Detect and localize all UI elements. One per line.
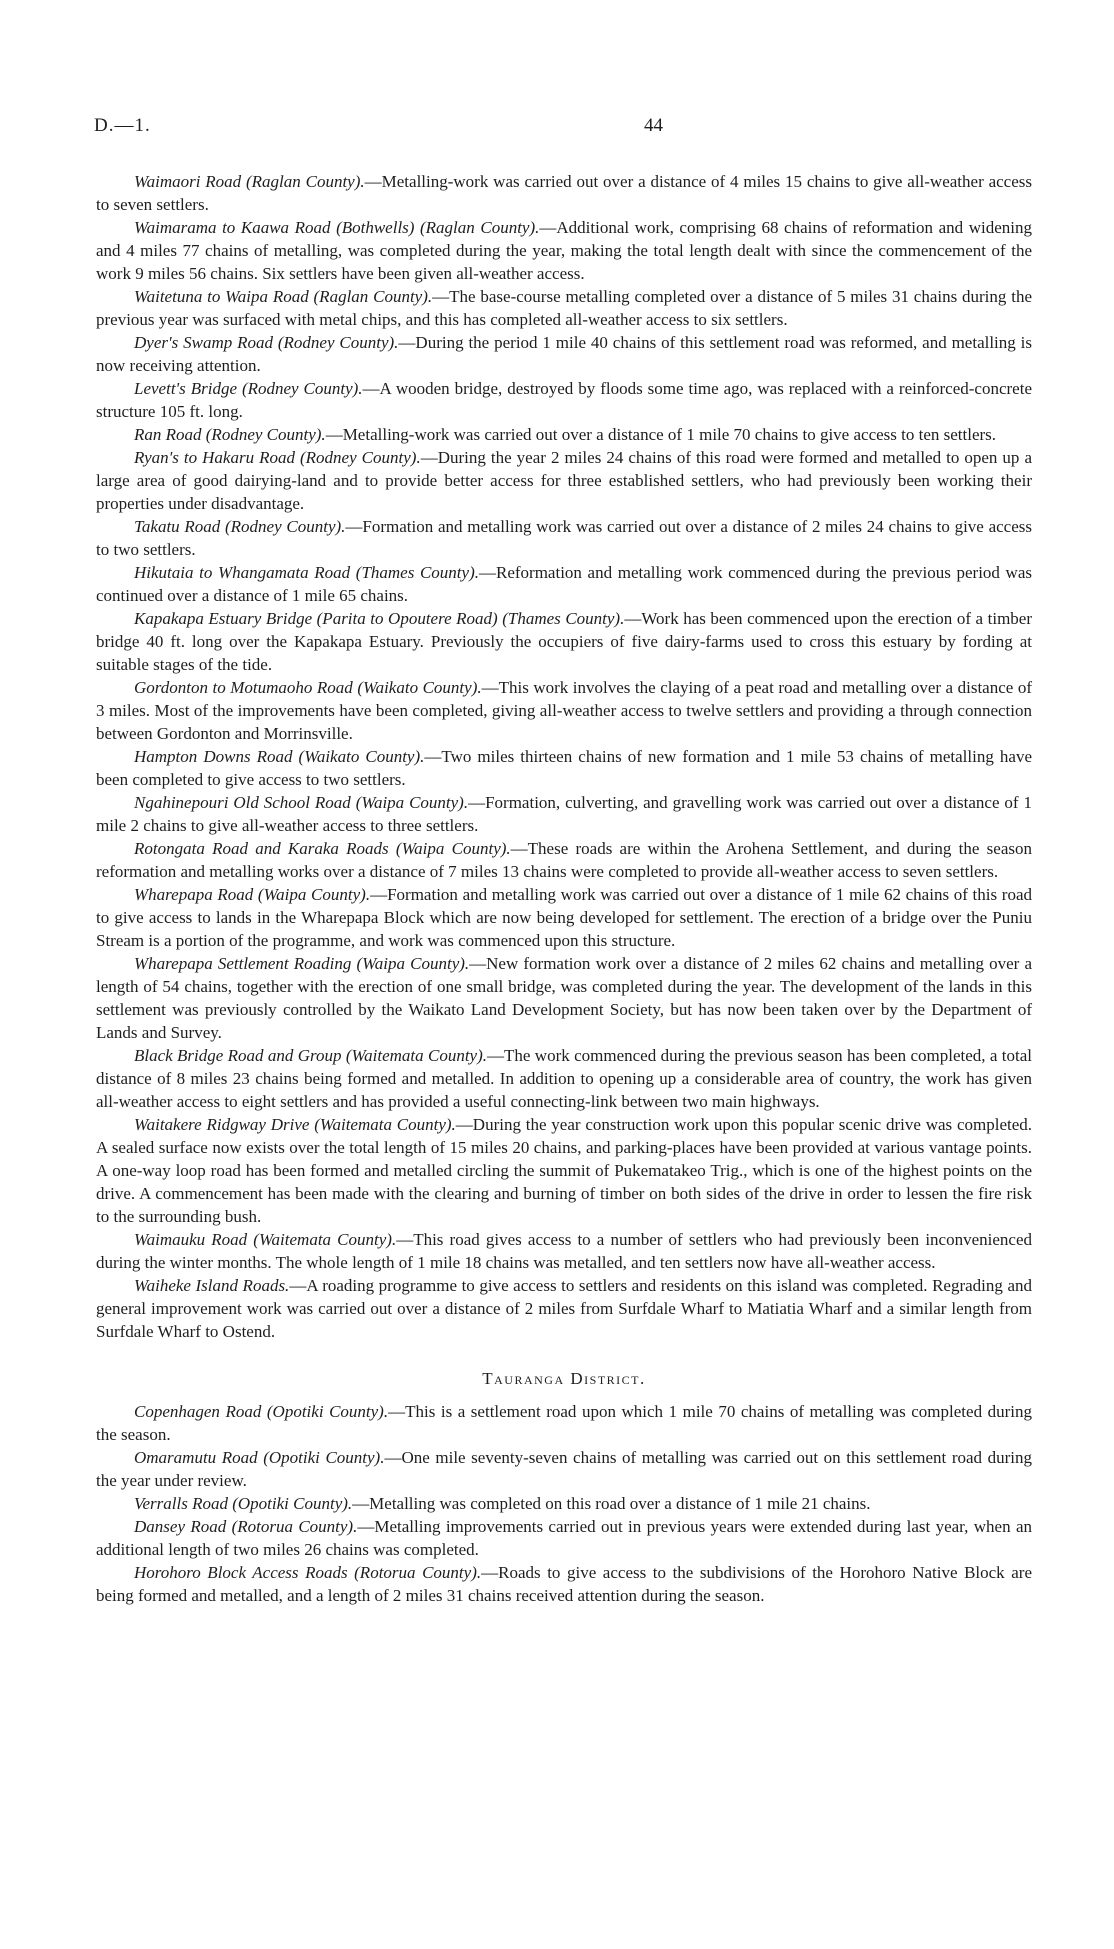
paragraph [96, 1561, 1032, 1607]
paragraph-text: —Work has been commenced upon the erection of a timber bridge 40 ft. long over the Kapakapa Estuary. Previously the occupiers of five dairy-farms used to cross this estuary by fording at suitable stages of the tide. [96, 609, 1033, 674]
paragraph [96, 1492, 1032, 1515]
paragraph-text: —Roads to give access to the subdivisions of the Horohoro Native Block are being formed and metalled, and a length of 2 miles 31 chains received attention during the season. [96, 1563, 1033, 1605]
paragraph-heading: Takatu Road (Rodney County). [134, 517, 346, 536]
paragraph-heading: Copenhagen Road (Opotiki County). [134, 1402, 389, 1421]
paragraph-heading: Waimauku Road (Waitemata County). [134, 1230, 397, 1249]
paragraph-text: —Metalling-work was carried out over a distance of 4 miles 15 chains to give all-weather access to seven settlers. [96, 172, 1032, 214]
paragraph [96, 883, 1032, 952]
paragraph [96, 676, 1032, 745]
paragraph [96, 561, 1032, 607]
paragraph [96, 1515, 1032, 1561]
paragraph-heading: Kapakapa Estuary Bridge (Parita to Opoutere Road) (Thames County). [134, 609, 625, 628]
paragraph-heading: Verralls Road (Opotiki County). [134, 1494, 353, 1513]
paragraph-text: —During the year construction work upon this popular scenic drive was completed. A sealed surface now exists over the total length of 15 miles 20 chains, and parking-places have been provided at various vantage points. A one-way loop road has been formed and metalled circling the summit of Pukematakeo Trig., which is one of the highest points on the drive. A commencement has been made with the clearing and burning of timber on both sides of the drive in order to lessen the fire risk to the surrounding bush. [96, 1115, 1033, 1226]
paragraph [96, 837, 1032, 883]
paragraph [96, 1228, 1032, 1274]
paragraph [96, 1113, 1032, 1228]
paragraph-heading: Wharepapa Settlement Roading (Waipa County). [134, 954, 470, 973]
paragraph-heading: Ryan's to Hakaru Road (Rodney County). [134, 448, 421, 467]
paragraph-text: —A roading programme to give access to settlers and residents on this island was completed. Regrading and general improvement work was carried out over a distance of 2 miles from Surfdale Wharf to Matiatia Wharf and a similar length from Surfdale Wharf to Ostend. [96, 1276, 1032, 1341]
paragraph-text: —A wooden bridge, destroyed by floods some time ago, was replaced with a reinforced-concrete structure 105 ft. long. [96, 379, 1032, 421]
paragraph-text: —The work commenced during the previous season has been completed, a total distance of 8 miles 23 chains being formed and metalled. In addition to opening up a considerable area of country, the work has given all-weather access to eight settlers and has provided a useful connecting-link between two main highways. [96, 1046, 1032, 1111]
paragraph-text: —Formation, culverting, and gravelling work was carried out over a distance of 1 mile 2 chains to give all-weather access to three settlers. [96, 793, 1032, 835]
paragraph [96, 1044, 1032, 1113]
paragraph-text: —The base-course metalling completed over a distance of 5 miles 31 chains during the previous year was surfaced with metal chips, and this has completed all-weather access to six settlers. [96, 287, 1032, 329]
paragraph-text: —Metalling improvements carried out in previous years were extended during last year, when an additional length of two miles 26 chains was completed. [96, 1517, 1032, 1559]
paragraph [96, 515, 1032, 561]
paragraph [96, 1274, 1032, 1343]
section-heading: Tauranga District. [482, 1369, 646, 1388]
page-header [94, 115, 1034, 145]
paragraph-text: —These roads are within the Arohena Settlement, and during the season reformation and metalling works over a distance of 7 miles 13 chains were completed to provide all-weather access to seven settlers. [96, 839, 1032, 881]
paragraph [96, 423, 1032, 446]
paragraph-text: —This work involves the claying of a peat road and metalling over a distance of 3 miles. Most of the improvements have been completed, giving all-weather access to twelve settlers and providing a through connection between Gordonton and Morrinsville. [96, 678, 1032, 743]
paragraph-text: —This road gives access to a number of settlers who had previously been inconvenienced during the winter months. The whole length of 1 mile 18 chains was metalled, and ten settlers now have all-weather access. [96, 1230, 1032, 1272]
paragraph-text: —Formation and metalling work was carried out over a distance of 2 miles 24 chains to give access to two settlers. [96, 517, 1033, 559]
paragraph [96, 216, 1032, 285]
paragraph [96, 377, 1032, 423]
paragraph [96, 745, 1032, 791]
paragraph-text: —Formation and metalling work was carried out over a distance of 1 mile 62 chains of this road to give access to lands in the Wharepapa Block which are now being developed for settlement. The erection of a bridge over the Puniu Stream is a portion of the programme, and work was commenced upon this structure. [96, 885, 1032, 950]
paragraph-heading: Hikutaia to Whangamata Road (Thames County). [134, 563, 479, 582]
paragraph [96, 1446, 1032, 1492]
paragraph [96, 331, 1032, 377]
paragraph-heading: Waimaori Road (Raglan County). [134, 172, 365, 191]
paragraph-heading: Wharepapa Road (Waipa County). [134, 885, 371, 904]
paragraph-heading: Levett's Bridge (Rodney County). [134, 379, 363, 398]
paragraph [96, 607, 1032, 676]
paragraph-heading: Hampton Downs Road (Waikato County). [134, 747, 425, 766]
paragraph-text: —New formation work over a distance of 2 miles 62 chains and metalling over a length of 54 chains, together with the erection of one small bridge, was completed during the year. The development of the lands in this settlement was previously controlled by the Waikato Land Development Society, but has now been taken over by the Department of Lands and Survey. [96, 954, 1033, 1042]
paragraph-text: —One mile seventy-seven chains of metalling was carried out on this settlement road during the year under review. [96, 1448, 1032, 1490]
paragraph [96, 1400, 1032, 1446]
paragraph-text: —This is a settlement road upon which 1 mile 70 chains of metalling was completed during the season. [96, 1402, 1032, 1444]
paragraph [96, 446, 1032, 515]
paragraph-text: —During the year 2 miles 24 chains of this road were formed and metalled to open up a large area of good dairying-land and to provide better access for three established settlers, who had previously been working their properties under disadvantage. [96, 448, 1032, 513]
paragraph-heading: Waimarama to Kaawa Road (Bothwells) (Raglan County). [134, 218, 540, 237]
paragraph [96, 791, 1032, 837]
paragraph-heading: Horohoro Block Access Roads (Rotorua County). [134, 1563, 482, 1582]
paragraph [96, 952, 1032, 1044]
paragraph-text: —Reformation and metalling work commenced during the previous period was continued over a distance of 1 mile 65 chains. [96, 563, 1032, 605]
paragraph [96, 285, 1032, 331]
paragraph-heading: Dyer's Swamp Road (Rodney County). [134, 333, 399, 352]
paragraph-heading: Omaramutu Road (Opotiki County). [134, 1448, 385, 1467]
page-number: 44 [644, 115, 663, 136]
paragraph-heading: Ngahinepouri Old School Road (Waipa County). [134, 793, 469, 812]
paragraph-heading: Waitetuna to Waipa Road (Raglan County). [134, 287, 433, 306]
paragraph-text: —Additional work, comprising 68 chains of reformation and widening and 4 miles 77 chains of metalling, was completed during the year, making the total length dealt with since the commencement of the work 9 miles 56 chains. Six settlers have been given all-weather access. [96, 218, 1032, 283]
page-reference: D.—1. [94, 115, 151, 136]
paragraph-heading: Gordonton to Motumaoho Road (Waikato County). [134, 678, 482, 697]
paragraph-text: —Metalling-work was carried out over a distance of 1 mile 70 chains to give access to ten settlers. [325, 425, 997, 444]
paragraph-heading: Black Bridge Road and Group (Waitemata County). [134, 1046, 488, 1065]
paragraph-text: —Two miles thirteen chains of new formation and 1 mile 53 chains of metalling have been completed to give access to two settlers. [96, 747, 1032, 789]
paragraph-heading: Ran Road (Rodney County). [134, 425, 326, 444]
document-body [96, 170, 1032, 1607]
paragraph-heading: Waitakere Ridgway Drive (Waitemata County). [134, 1115, 456, 1134]
paragraph-text: —During the period 1 mile 40 chains of this settlement road was reformed, and metalling is now receiving attention. [96, 333, 1032, 375]
paragraph-heading: Waiheke Island Roads. [134, 1276, 290, 1295]
paragraph-text: —Metalling was completed on this road over a distance of 1 mile 21 chains. [352, 1494, 871, 1513]
paragraph-heading: Rotongata Road and Karaka Roads (Waipa County). [134, 839, 511, 858]
paragraph-heading: Dansey Road (Rotorua County). [134, 1517, 358, 1536]
paragraph [96, 170, 1032, 216]
